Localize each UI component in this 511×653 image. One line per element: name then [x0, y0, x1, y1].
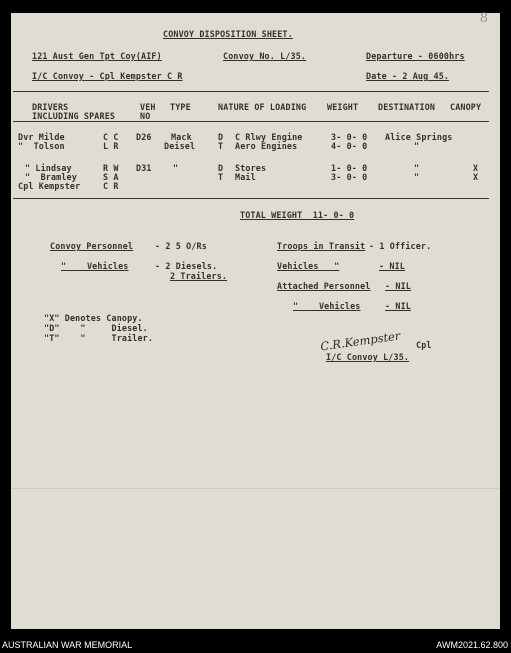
- col-header-canopy: CANOPY: [450, 102, 482, 112]
- row-2-driver: " Tolson: [18, 141, 65, 151]
- convoy-vehicles-value-2: 2 Trailers.: [170, 271, 228, 281]
- col-header-nature: NATURE OF LOADING: [218, 102, 307, 112]
- col-header-weight: WEIGHT: [327, 102, 359, 112]
- unit-name: 121 Aust Gen Tpt Coy(AIF): [32, 51, 162, 61]
- row-4-canopy: X: [473, 172, 479, 182]
- row-2-type: Deisel: [164, 141, 196, 151]
- row-2-code: T: [218, 141, 224, 151]
- row-3-veh: D31: [136, 163, 152, 173]
- attached-personnel-label: Attached Personnel: [277, 281, 371, 291]
- row-1-driver: Dvr Milde: [18, 132, 65, 142]
- row-4-nature: Mail: [235, 172, 256, 182]
- col-header-including-spares: INCLUDING SPARES: [32, 111, 116, 121]
- transit-vehicles-label: Vehicles ": [277, 261, 340, 271]
- footer-institution: AUSTRALIAN WAR MEMORIAL: [2, 640, 133, 650]
- legend-line-diesel: "D" " Diesel.: [44, 323, 148, 333]
- convoy-personnel-value: - 2 5 O/Rs: [155, 241, 207, 251]
- row-5-driver: Cpl Kempster: [18, 181, 81, 191]
- col-header-veh: VEH: [140, 102, 156, 112]
- document-title: CONVOY DISPOSITION SHEET.: [163, 29, 293, 39]
- transit-vehicles-value: - NIL: [379, 261, 405, 271]
- troops-in-transit-label: Troops in Transit: [277, 241, 366, 251]
- signature: C.R.Kempster: [319, 328, 402, 354]
- row-4-destination: ": [414, 172, 420, 182]
- row-3-driver: " Lindsay: [25, 163, 72, 173]
- row-2-nature: Aero Engines: [235, 141, 298, 151]
- row-3-nature: Stores: [235, 163, 267, 173]
- row-1-destination: Alice Springs: [385, 132, 453, 142]
- corner-mark: 8: [479, 11, 488, 26]
- signature-rank: Cpl: [416, 340, 432, 350]
- row-3-type: ": [173, 163, 179, 173]
- row-1-initials: C C: [103, 132, 119, 142]
- attached-personnel-value: - NIL: [385, 281, 411, 291]
- date: Date - 2 Aug 45.: [366, 71, 450, 81]
- row-2-initials: L R: [103, 141, 119, 151]
- ic-convoy: I/C Convoy - Cpl Kempster C R: [32, 71, 183, 81]
- convoy-personnel-label: Convoy Personnel: [50, 241, 134, 251]
- total-weight: TOTAL WEIGHT 11- 0- 0: [240, 210, 355, 220]
- header-rule-top: [13, 91, 489, 92]
- signature-caption: I/C Convoy L/35.: [326, 352, 410, 362]
- attached-vehicles-value: - NIL: [385, 301, 411, 311]
- col-header-type: TYPE: [170, 102, 191, 112]
- row-3-destination: ": [414, 163, 420, 173]
- row-4-driver: " Bramley: [25, 172, 77, 182]
- table-rule-bottom: [13, 198, 489, 199]
- row-4-weight: 3- 0- 0: [331, 172, 368, 182]
- row-2-destination: ": [414, 141, 420, 151]
- row-1-weight: 3- 0- 0: [331, 132, 368, 142]
- departure-time: Departure - 0600hrs: [366, 51, 465, 61]
- convoy-vehicles-label: " Vehicles: [61, 261, 129, 271]
- convoy-vehicles-value-1: - 2 Diesels.: [155, 261, 218, 271]
- troops-in-transit-value: - 1 Officer.: [369, 241, 432, 251]
- header-rule-bottom: [13, 121, 489, 122]
- row-3-initials: R W: [103, 163, 119, 173]
- col-header-destination: DESTINATION: [378, 102, 436, 112]
- row-4-initials: S A: [103, 172, 119, 182]
- row-1-nature: C Rlwy Engine: [235, 132, 303, 142]
- footer-accession-number: AWM2021.62.800: [436, 640, 508, 650]
- row-4-code: T: [218, 172, 224, 182]
- legend-line-trailer: "T" " Trailer.: [44, 333, 154, 343]
- row-5-initials: C R: [103, 181, 119, 191]
- row-3-weight: 1- 0- 0: [331, 163, 368, 173]
- row-1-type: Mack: [171, 132, 192, 142]
- convoy-number: Convoy No. L/35.: [223, 51, 307, 61]
- col-header-no: NO: [140, 111, 151, 121]
- row-1-code: D: [218, 132, 224, 142]
- row-2-weight: 4- 0- 0: [331, 141, 368, 151]
- attached-vehicles-label: " Vehicles: [293, 301, 361, 311]
- col-header-drivers: DRIVERS: [32, 102, 69, 112]
- document-page: [11, 13, 500, 629]
- row-3-canopy: X: [473, 163, 479, 173]
- row-1-veh: D26: [136, 132, 152, 142]
- row-3-code: D: [218, 163, 224, 173]
- legend-line-canopy: "X" Denotes Canopy.: [44, 313, 143, 323]
- fold-crease: [11, 488, 500, 489]
